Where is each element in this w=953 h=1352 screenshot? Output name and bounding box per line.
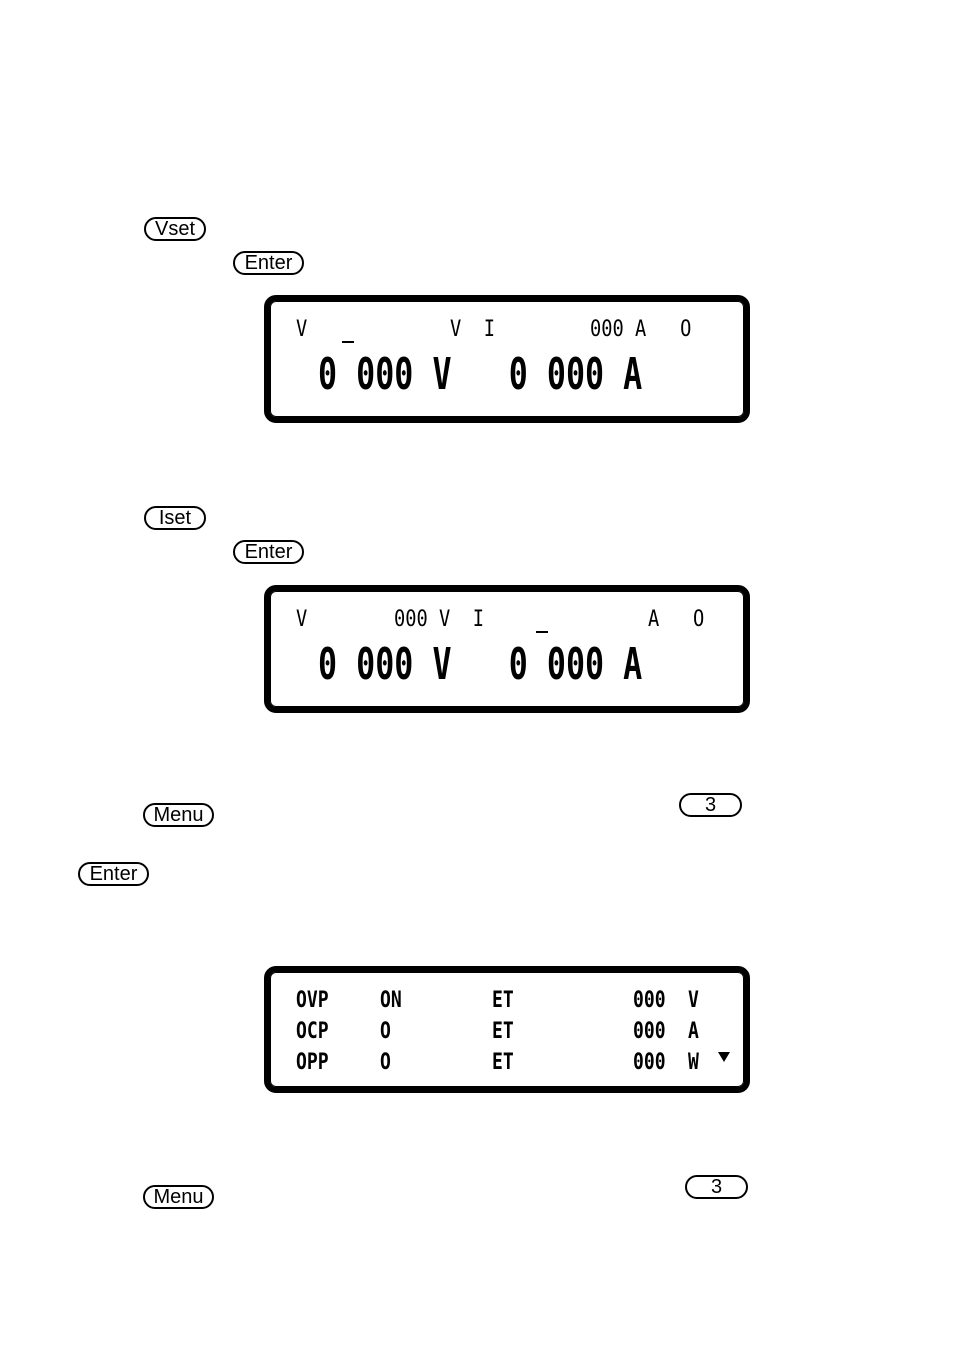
row-value: 000 <box>633 988 666 1013</box>
row-state: O <box>380 1019 391 1044</box>
scroll-down-icon <box>718 1052 730 1062</box>
lcd-label-v: V <box>296 317 308 342</box>
iset-key[interactable]: Iset <box>144 506 206 530</box>
row-unit: W <box>688 1050 699 1075</box>
row-label: OVP <box>296 988 329 1013</box>
lcd-label-vi: V I <box>450 317 496 342</box>
row-value: 000 <box>633 1050 666 1075</box>
row-state: O <box>380 1050 391 1075</box>
row-set-label: ET <box>492 1050 514 1075</box>
lcd-voltage-set: 000 V I <box>394 607 485 632</box>
row-value: 000 <box>633 1019 666 1044</box>
row-unit: V <box>688 988 699 1013</box>
vset-key[interactable]: Vset <box>144 217 206 241</box>
number-3-key[interactable]: 3 <box>679 793 742 817</box>
lcd-label-v: V <box>296 607 308 632</box>
menu-key[interactable]: Menu <box>143 1185 214 1209</box>
lcd-display-iset <box>264 585 750 713</box>
number-3-key[interactable]: 3 <box>685 1175 748 1199</box>
lcd-main-readout: 0 000 V 0 000 A <box>318 639 643 690</box>
lcd-label-ao: A O <box>648 607 705 632</box>
lcd-current-set: 000 A O <box>590 317 692 342</box>
row-unit: A <box>688 1019 699 1044</box>
menu-key[interactable]: Menu <box>143 803 214 827</box>
lcd-display-vset <box>264 295 750 423</box>
row-label: OCP <box>296 1019 329 1044</box>
enter-key[interactable]: Enter <box>233 251 304 275</box>
enter-key[interactable]: Enter <box>233 540 304 564</box>
edit-cursor <box>536 631 548 633</box>
row-set-label: ET <box>492 1019 514 1044</box>
lcd-main-readout: 0 000 V 0 000 A <box>318 349 643 400</box>
row-state: ON <box>380 988 402 1013</box>
enter-key[interactable]: Enter <box>78 862 149 886</box>
row-set-label: ET <box>492 988 514 1013</box>
lcd-display-protection <box>264 966 750 1093</box>
row-label: OPP <box>296 1050 329 1075</box>
edit-cursor <box>342 341 354 343</box>
